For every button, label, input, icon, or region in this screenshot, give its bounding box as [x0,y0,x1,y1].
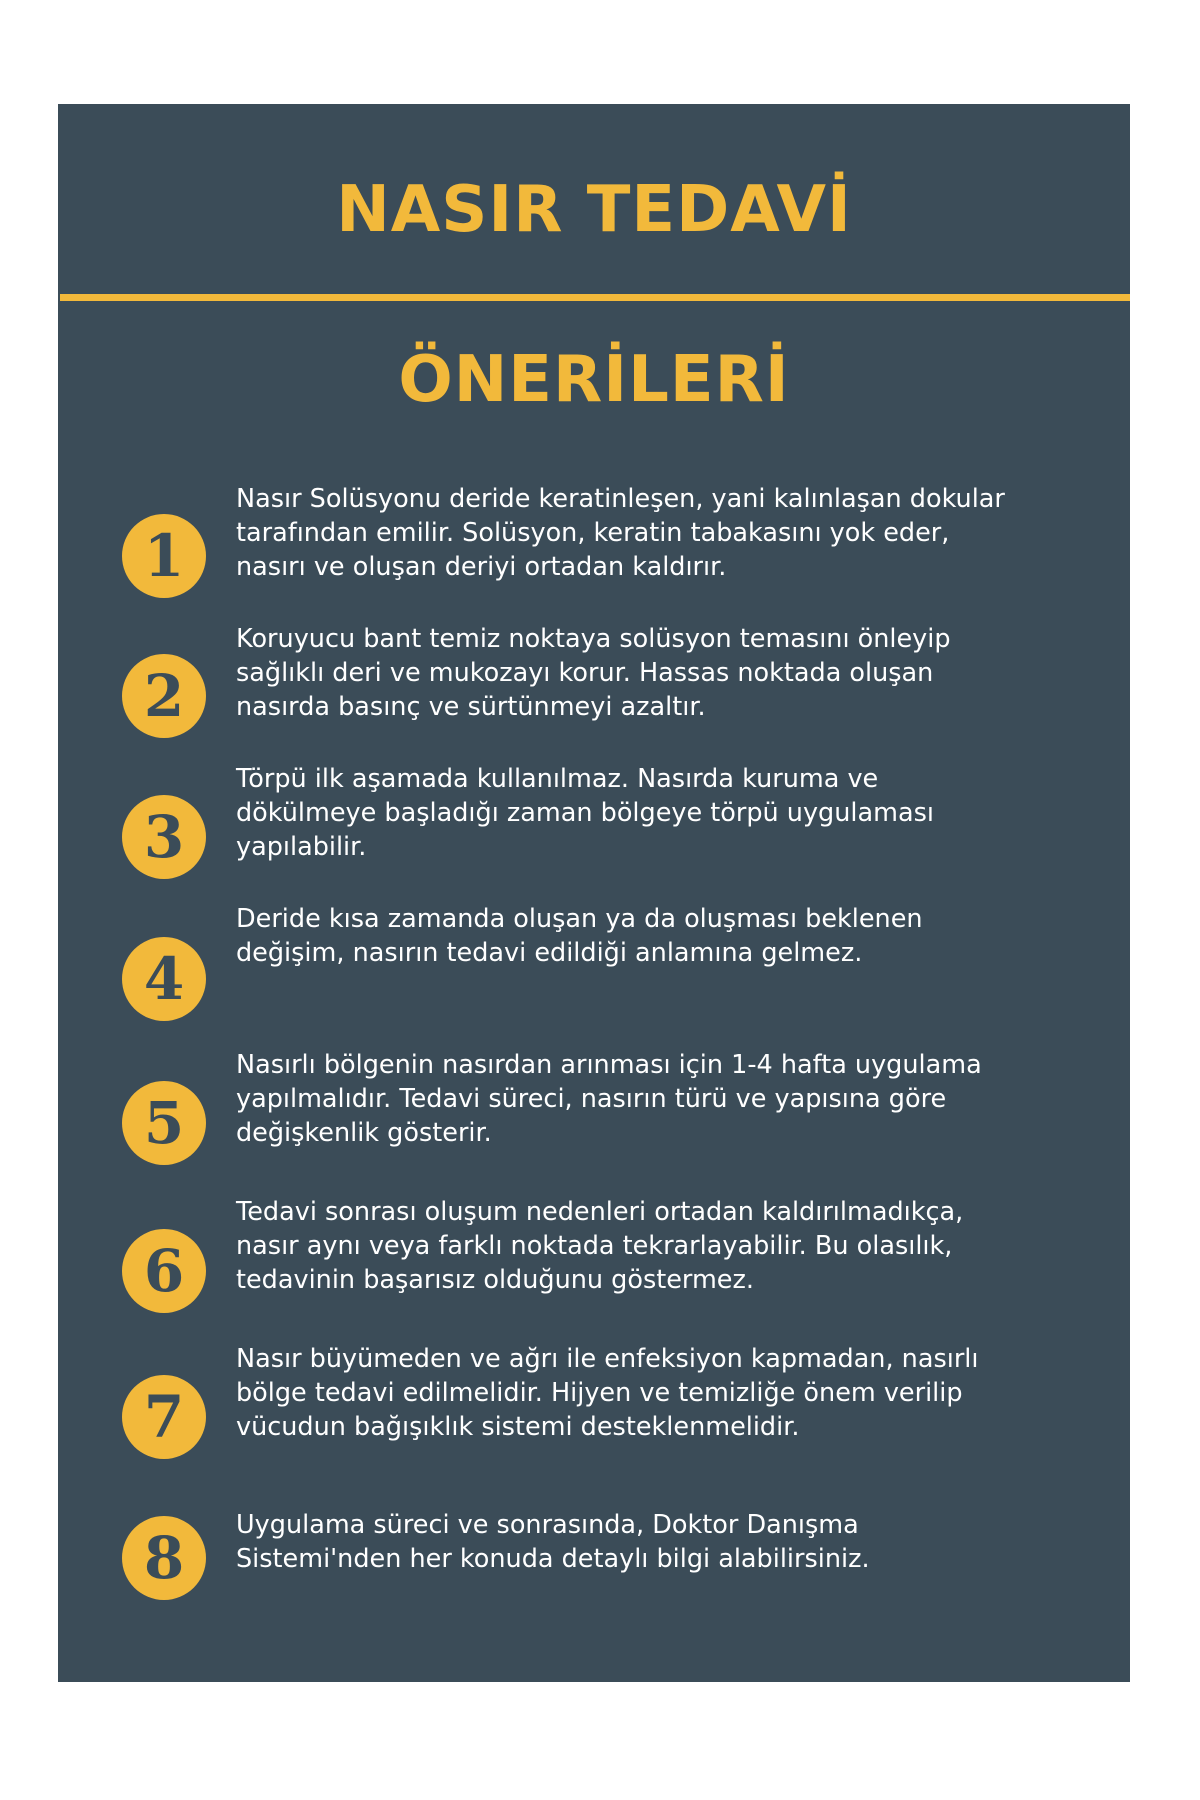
recommendation-text [236,622,1116,724]
text-line: yapılabilir. [236,832,367,862]
recommendation-item-4 [58,902,1130,1022]
text-line: değişim, nasırın tedavi edildiği anlamına gelmez. [236,938,863,968]
info-panel [58,104,1130,1682]
number-badge: 4 [122,937,206,1021]
number-badge: 3 [122,795,206,879]
text-line: tarafından emilir. Solüsyon, keratin tabakasını yok eder, [236,518,950,548]
recommendation-text [236,1342,1116,1444]
text-line: vücudun bağışıklık sistemi desteklenmelidir. [236,1412,800,1442]
text-line: nasırı ve oluşan deriyi ortadan kaldırır. [236,552,727,582]
recommendation-text [236,482,1116,584]
recommendation-text [236,902,1116,970]
recommendation-text [236,1508,1116,1576]
page-title-line-1: NASIR TEDAVİ [336,173,852,247]
number-badge: 1 [122,514,206,598]
recommendation-item-6 [58,1195,1130,1315]
number-badge: 8 [122,1516,206,1600]
text-line: Koruyucu bant temiz noktaya solüsyon temasını önleyip [236,624,951,654]
number-badge: 6 [122,1229,206,1313]
number-badge: 7 [122,1375,206,1459]
number-badge: 5 [122,1081,206,1165]
recommendation-item-1 [58,482,1130,602]
recommendation-item-8 [58,1508,1130,1628]
recommendation-item-3 [58,762,1130,882]
recommendation-text [236,1048,1116,1150]
text-line: nasır aynı veya farklı noktada tekrarlayabilir. Bu olasılık, [236,1231,953,1261]
text-line: nasırda basınç ve sürtünmeyi azaltır. [236,692,706,722]
text-line: yapılmalıdır. Tedavi süreci, nasırın türü ve yapısına göre [236,1084,947,1114]
text-line: Deride kısa zamanda oluşan ya da oluşması beklenen [236,904,923,934]
recommendation-item-5 [58,1048,1130,1168]
page-title-line-2: ÖNERİLERİ [398,343,790,417]
recommendation-item-7 [58,1342,1130,1462]
recommendation-text [236,762,1116,864]
text-line: bölge tedavi edilmelidir. Hijyen ve temizliğe önem verilip [236,1378,963,1408]
recommendation-list [58,104,1130,1682]
text-line: sağlıklı deri ve mukozayı korur. Hassas noktada oluşan [236,658,934,688]
number-badge: 2 [122,654,206,738]
recommendation-text [236,1195,1116,1297]
text-line: Nasır büyümeden ve ağrı ile enfeksiyon kapmadan, nasırlı [236,1344,979,1374]
text-line: dökülmeye başladığı zaman bölgeye törpü uygulaması [236,798,934,828]
recommendation-item-2 [58,622,1130,742]
text-line: Nasırlı bölgenin nasırdan arınması için 1-4 hafta uygulama [236,1050,982,1080]
text-line: Tedavi sonrası oluşum nedenleri ortadan kaldırılmadıkça, [236,1197,964,1227]
text-line: Törpü ilk aşamada kullanılmaz. Nasırda kuruma ve [236,764,879,794]
text-line: Sistemi'nden her konuda detaylı bilgi alabilirsiniz. [236,1544,870,1574]
text-line: değişkenlik gösterir. [236,1118,492,1148]
text-line: tedavinin başarısız olduğunu göstermez. [236,1265,754,1295]
text-line: Uygulama süreci ve sonrasında, Doktor Danışma [236,1510,859,1540]
text-line: Nasır Solüsyonu deride keratinleşen, yani kalınlaşan dokular [236,484,1005,514]
